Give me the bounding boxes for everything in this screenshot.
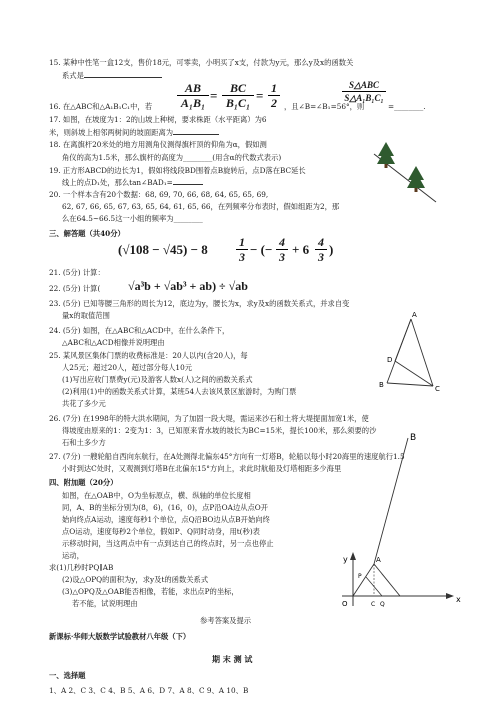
- add-q3-cont: 若不能，试说明理由: [72, 599, 138, 608]
- q24-triangle-figure: [379, 311, 447, 397]
- q16-ratio-bc: BC B₁C₁: [222, 82, 254, 109]
- q16-equals-2: =: [256, 88, 264, 103]
- add-line2: 同，A、B的坐标分别为(8，6)，(16，0)，点P沿OA边从点O开: [62, 503, 269, 512]
- label-p: P: [358, 573, 362, 580]
- q25-line3: (1)写出应收门票费y(元)及游客人数x(人)之间的函数关系式: [62, 375, 253, 384]
- q21-expression-part1: (√108 − √45) − 8: [118, 242, 208, 257]
- tree-icon: [407, 166, 425, 192]
- q16-lead: 16. 在△ABC和△A₁B₁C₁中，若: [49, 102, 152, 111]
- q18-line2: 角仪的高为1.5米，那么旗杆的高度为________(用含α的代数式表示): [62, 153, 282, 162]
- q25-line5: 共花了多少元: [62, 399, 106, 408]
- q20-line3: 么在64.5~66.5这一小组的频率为________: [62, 214, 203, 223]
- section-3-heading: 三、解答题（共40分）: [49, 229, 125, 238]
- q19-line2: 线上的点D₁处，那么tan∠BAD₁=: [62, 178, 203, 187]
- q16-answer-blank: =________.: [388, 102, 426, 111]
- q24-line2: △ABC和△ACD相像并说明理由: [62, 338, 165, 347]
- q21-expression-part2: − (−: [250, 242, 273, 257]
- q26-line2: 得坡度由原来的1：2变为1：3，已知原来背水坡的坡长为BC=15米，提长100米，那么须要的沙: [62, 426, 377, 435]
- label-q: Q: [380, 601, 385, 608]
- label-b: B: [379, 381, 384, 389]
- q17-line1: 17. 如图，在坡度为1：2的山坡上种树，要求株距（水平距离）为6: [49, 115, 267, 124]
- book-title: 新课标·华师大版数学试验教材八年级（下）: [49, 632, 191, 641]
- q16-equals-1: =: [210, 88, 218, 103]
- q24-line1: 24. (5分) 如图，在△ABC和△ACD中，在什么条件下，: [49, 326, 230, 335]
- answer-title: 参考答案及提示: [200, 616, 252, 625]
- tree-icon: [377, 142, 395, 168]
- q26-line3: 石和土多少方: [62, 438, 106, 447]
- q25-line1: 25. 某风景区集体门票的收费标准是：20人以内(含20人)，每: [49, 351, 248, 360]
- exam-title: 期 末 测 试: [212, 654, 253, 664]
- slope-trees-figure: [372, 140, 442, 210]
- q21-frac-4-3-b: 4 3: [315, 236, 327, 263]
- q22-label: 22. (5分) 计算(: [49, 284, 101, 293]
- add-line1: 如图，在△OAB中，O为坐标原点，横、纵轴的单位长度相: [62, 491, 251, 500]
- q16-ratio-ab: AB A₁B₁: [177, 82, 209, 109]
- q18-line1: 18. 在离旗杆20米处的地方用测角仪测得旗杆顶的仰角为α，假如测: [49, 140, 267, 149]
- answer-key: 1、A 2、C 3、C 4、B 5、A 6、D 7、A 8、C 9、A 10、B: [49, 686, 249, 695]
- add-line4: 点O运动，速度每秒2个单位，假如P、Q同时动身，用t(秒)表: [62, 527, 260, 536]
- label-x: x: [456, 595, 461, 604]
- q22-expression: √a³b + √ab³ + ab) ÷ √ab: [128, 279, 248, 293]
- add-q1: 求(1)几秒时PQ∥AB: [49, 563, 114, 572]
- q16-condition: ，且∠B=∠B₁=56°，则: [284, 102, 365, 111]
- q27-line1: 27. (7分) 一艘轮船自西向东航行，在A处测得北偏东45°方向有一灯塔B，轮船以每小时20海里的速度航行1.5: [49, 452, 405, 461]
- q15-line1: 15. 某种中性笔一盒12支，售价18元，可零卖，小明买了x支，付款为y元，那么y及x的函数关: [49, 58, 354, 67]
- q16-area-ratio: S△ABC S△A₁B₁C₁: [342, 80, 386, 103]
- add-q2: (2)设△OPQ的面积为y，求y及t的函数关系式: [62, 575, 209, 584]
- q16-ratio-half: 1 2: [268, 82, 280, 109]
- label-o: O: [342, 600, 348, 608]
- add-line5: 示移动时间，当这两点中有一点到达自己的终点时，另一点也停止: [62, 539, 274, 548]
- q17-line2: 米，则斜坡上相邻两树间的坡面距离为: [49, 128, 219, 137]
- q15-line2: 系式是: [62, 71, 162, 80]
- section-4-heading: 四、附加题（20分）: [49, 478, 118, 487]
- add-q3: (3)△OPQ及△OAB能否相像，若能，求出点P的坐标，: [62, 587, 239, 596]
- label-a: A: [376, 556, 381, 564]
- q21-expression-part3: + 6: [292, 242, 310, 257]
- q23-line1: 23. (5分) 已知等腰三角形的周长为12，底边为y，腰长为x，求y及x的函数关系式，并求自变: [49, 299, 350, 308]
- label-a: A: [412, 311, 417, 319]
- q20-line1: 20. 一个样本含有20个数据：68, 69, 70, 66, 68, 64, 65, 65, 69,: [49, 190, 269, 199]
- q21-expression-part4: ): [329, 242, 334, 257]
- add-line3: 始向终点A运动，速度每秒1个单位，点Q沿BO边从点B开始向终: [62, 515, 270, 524]
- q25-line2: 人25元；超过20人，超过部分每人10元: [62, 363, 193, 372]
- coordinate-figure: [320, 430, 460, 610]
- q21-frac-4-3-a: 4 3: [276, 236, 288, 263]
- add-line6: 运动，: [62, 551, 84, 560]
- q19-line1: 19. 正方形ABCD的边长为1，假如将线段BD围着点B旋转后，点D落在BC延长: [49, 166, 306, 175]
- q20-line2: 62, 67, 66, 65, 67, 63, 65, 64, 61, 65, 66，在列频率分布表时，假如组距为2，那: [62, 202, 340, 211]
- q21-frac-1-3: 1 3: [236, 236, 248, 263]
- q27-line2: 小时到达C处时，又观测到灯塔B在北偏东15°方向上，求此时航船及灯塔相距多少海里: [62, 464, 342, 473]
- label-c: C: [435, 385, 440, 393]
- label-c: C: [371, 601, 376, 608]
- q21-label: 21. (5分) 计算：: [49, 268, 105, 277]
- label-d: D: [387, 356, 393, 364]
- section-1-heading: 一、选择题: [49, 671, 86, 680]
- q23-line2: 量x的取值范围: [62, 311, 110, 320]
- q26-line1: 26. (7分) 在1998年的特大洪水期间，为了加固一段大堤，需运来沙石和土将大堤提面加宽1米，使: [49, 414, 369, 423]
- label-y: y: [343, 555, 348, 564]
- q25-line4: (2)利用(1)中的函数关系式计算，某班54人去该风景区旅游时，为购门票: [62, 387, 297, 396]
- label-b: B: [410, 433, 417, 443]
